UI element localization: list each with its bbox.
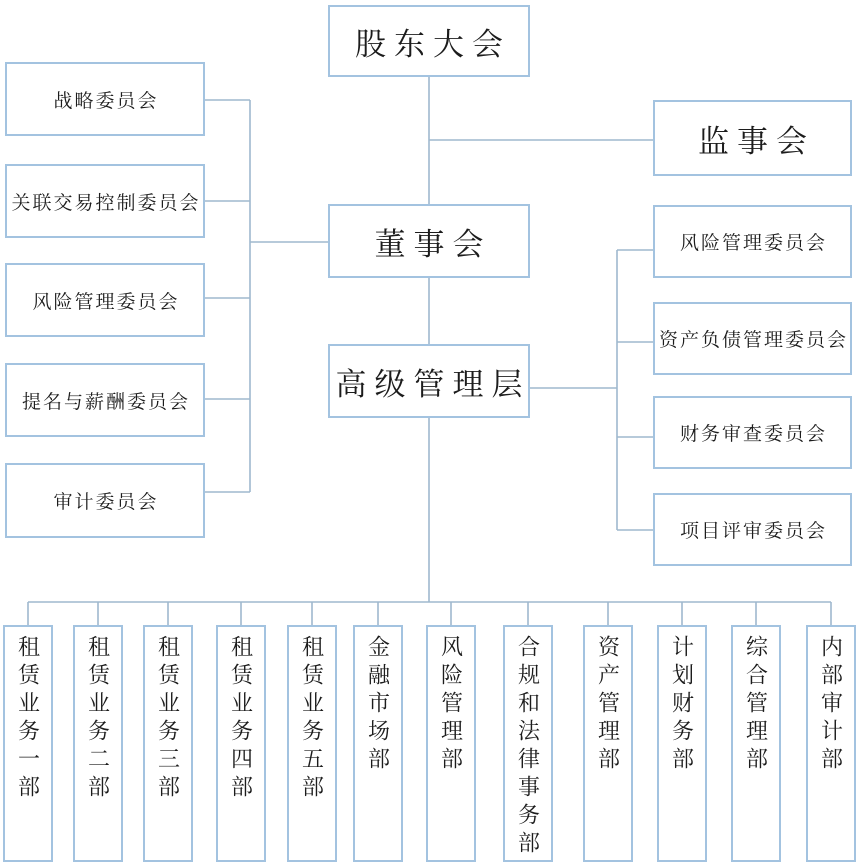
committee-asset-liability-management-label: 资产负债管理委员会 bbox=[658, 330, 848, 351]
committee-audit-label: 审计委员会 bbox=[53, 492, 159, 513]
dept-risk-management bbox=[426, 625, 476, 862]
dept-asset-management bbox=[583, 625, 633, 862]
committee-project-evaluation bbox=[653, 493, 852, 566]
dept-financial-markets-label: 金融市场部 bbox=[365, 635, 391, 775]
dept-leasing-business-1-label: 租赁业务一部 bbox=[15, 635, 41, 803]
dept-general-management bbox=[731, 625, 781, 862]
committee-strategy bbox=[5, 62, 205, 136]
committee-nomination-remuneration bbox=[5, 363, 205, 437]
dept-leasing-business-5-label: 租赁业务五部 bbox=[299, 635, 325, 803]
node-senior-management bbox=[328, 344, 530, 418]
committee-audit bbox=[5, 463, 205, 538]
dept-leasing-business-5 bbox=[287, 625, 337, 862]
node-shareholders-meeting bbox=[328, 5, 530, 77]
committee-financial-review-label: 财务审查委员会 bbox=[679, 424, 827, 445]
committee-related-party-transaction-control bbox=[5, 164, 205, 238]
committee-risk-management-exec-label: 风险管理委员会 bbox=[679, 233, 827, 254]
committee-related-party-transaction-control-label: 关联交易控制委员会 bbox=[11, 192, 201, 214]
dept-leasing-business-4-label: 租赁业务四部 bbox=[228, 635, 254, 803]
dept-general-management-label: 综合管理部 bbox=[743, 635, 769, 775]
dept-internal-audit bbox=[806, 625, 856, 862]
node-board-of-directors bbox=[328, 204, 530, 278]
dept-asset-management-label: 资产管理部 bbox=[595, 635, 621, 775]
committee-asset-liability-management bbox=[653, 302, 852, 375]
dept-leasing-business-2-label: 租赁业务二部 bbox=[85, 635, 111, 803]
node-supervisory-board-label: 监事会 bbox=[698, 123, 815, 159]
committee-strategy-label: 战略委员会 bbox=[53, 90, 159, 112]
dept-leasing-business-3 bbox=[143, 625, 193, 862]
committee-financial-review bbox=[653, 396, 852, 469]
dept-leasing-business-2 bbox=[73, 625, 123, 862]
dept-leasing-business-1 bbox=[3, 625, 53, 862]
committee-project-evaluation-label: 项目评审委员会 bbox=[679, 521, 827, 542]
committee-nomination-remuneration-label: 提名与薪酬委员会 bbox=[21, 391, 190, 413]
dept-financial-markets bbox=[353, 625, 403, 862]
dept-risk-management-label: 风险管理部 bbox=[438, 635, 464, 775]
dept-leasing-business-4 bbox=[216, 625, 266, 862]
node-shareholders-meeting-label: 股东大会 bbox=[355, 26, 511, 62]
committee-risk-management-exec bbox=[653, 205, 852, 278]
node-board-of-directors-label: 董事会 bbox=[374, 226, 492, 262]
dept-compliance-legal-affairs bbox=[503, 625, 553, 862]
dept-leasing-business-3-label: 租赁业务三部 bbox=[155, 635, 181, 803]
dept-planning-finance-label: 计划财务部 bbox=[669, 635, 695, 775]
committee-risk-management-board bbox=[5, 263, 205, 337]
node-supervisory-board bbox=[653, 100, 852, 176]
dept-compliance-legal-affairs-label: 合规和法律事务部 bbox=[515, 635, 541, 859]
committee-risk-management-board-label: 风险管理委员会 bbox=[32, 291, 180, 313]
dept-internal-audit-label: 内部审计部 bbox=[818, 635, 844, 775]
dept-planning-finance bbox=[657, 625, 707, 862]
node-senior-management-label: 高级管理层 bbox=[335, 366, 531, 402]
